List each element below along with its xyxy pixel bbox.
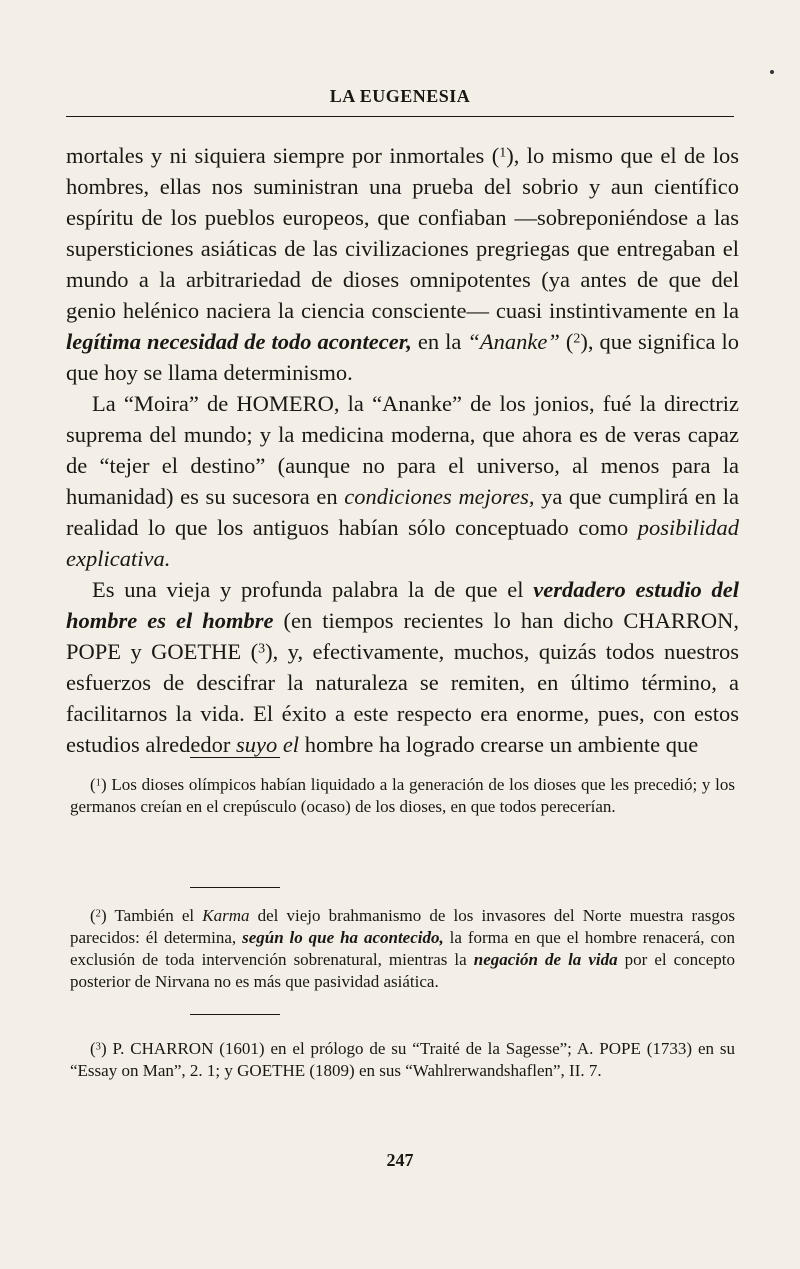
- corner-speck: [770, 70, 774, 74]
- footnote-rule: [190, 1014, 280, 1015]
- footnote-mark: 2: [95, 908, 101, 920]
- footnote-ref-1: 1: [499, 145, 507, 161]
- text-run: (: [559, 329, 574, 354]
- footnote-text: P. CHARRON (1601) en el prólogo de su “Traité de la Sagesse”; A. POPE (1733) en su “Essay on Man”, 2. 1; y GOETHE (1809) en sus “Wahlrerwandshaflen”, II. 7.: [70, 1039, 735, 1080]
- emphasis: condiciones mejores,: [344, 484, 535, 509]
- emphasis: negación de la vida: [473, 950, 618, 969]
- emphasis: según lo que ha acontecido,: [242, 928, 444, 947]
- footnote-rule: [190, 887, 280, 888]
- footnote-rule: [190, 757, 280, 758]
- emphasis: legítima necesidad de todo acontecer,: [66, 329, 412, 354]
- emphasis: “Ananke”: [467, 329, 560, 354]
- header-rule: [66, 116, 734, 117]
- text-run: ), lo mismo que el de los hombres, ellas nos suministran una prueba del sobrio y aun científico espíritu de los pueblos europeos, que confiaban —sobreponiéndose a las supersticiones asiáticas de las civilizaciones pregriegas que entregaban el mundo a la arbitrariedad de dioses omnipotentes (ya antes de que del genio helénico naciera la ciencia consciente— cuasi instintivamente en la: [66, 143, 739, 323]
- text-run: ), que significa lo que hoy se llama determinismo.: [66, 329, 739, 385]
- footnote-mark: 3: [95, 1041, 101, 1053]
- footnote-2: ($^2$) También el Karma del viejo brahmanismo de los invasores del Norte muestra rasgos parecidos: él determina, según lo que ha acontecido, la forma en que el hombre renacerá, con exclusión de toda intervención sobrenatural, mientras la negación de la vida por el concepto posterior de Nirvana no es más que pasividad asiática.: [70, 906, 735, 991]
- text-run: en la: [411, 329, 468, 354]
- footnote-text: la forma en que el hombre renacerá, con exclusión de toda intervención sobrenatural, mientras la: [70, 928, 735, 969]
- emphasis: Karma: [202, 906, 250, 925]
- emphasis: posibilidad explicativa.: [66, 515, 739, 571]
- footnote-ref-2: 2: [573, 331, 581, 347]
- footnote-ref-3: 3: [258, 641, 266, 657]
- running-title: LA EUGENESIA: [329, 86, 471, 106]
- text-run: Es una vieja y profunda palabra la de que el: [92, 577, 534, 602]
- paragraph-1: [66, 140, 739, 388]
- text-run: ya que cumplirá en la realidad lo que los antiguos habían sólo conceptuado como: [66, 484, 740, 540]
- footnote-3: ($^3$) P. CHARRON (1601) en el prólogo de su “Traité de la Sagesse”; A. POPE (1733) en su “Essay on Man”, 2. 1; y GOETHE (1809) en sus “Wahlrerwandshaflen”, II. 7.: [70, 1039, 735, 1080]
- paragraph-2: [66, 388, 739, 574]
- emphasis: verdadero estudio del hombre es el hombre: [66, 577, 739, 633]
- text-run: La “Moira” de HOMERO, la “Ananke” de los jonios, fué la directriz suprema del mundo; y la medicina moderna, que ahora es de veras capaz de “tejer el destino” (aunque no para el universo, al menos para la humanidad) es su sucesora en: [66, 391, 739, 509]
- text-run: ), y, efectivamente, muchos, quizás todos nuestros esfuerzos de descifrar la naturaleza se remiten, en último término, a facilitarnos la vida. El éxito a este respecto era enorme, pues, con estos estudios alrededor: [66, 639, 739, 757]
- text-run: hombre ha logrado crearse un ambiente que: [299, 732, 699, 757]
- main-text: [66, 140, 739, 760]
- footnote-mark: 1: [95, 777, 101, 789]
- page-number: 247: [386, 1150, 414, 1170]
- paragraph-3: [66, 574, 739, 760]
- footnote-text: Los dioses olímpicos habían liquidado a la generación de los dioses que les precedió; y los germanos creían en el crepúsculo (ocaso) de los dioses, en que todos perecerían.: [70, 775, 736, 816]
- footnote-text: También el: [114, 906, 203, 925]
- text-run: (en tiempos recientes lo han dicho CHARRON, POPE y GOETHE (: [66, 608, 739, 664]
- text-run: mortales y ni siquiera siempre por inmortales (: [66, 143, 500, 168]
- footnote-text: por el concepto posterior de Nirvana no es más que pasividad asiática.: [70, 950, 735, 991]
- emphasis: suyo el: [235, 732, 300, 757]
- footnote-1: ($^1$) Los dioses olímpicos habían liquidado a la generación de los dioses que les precedió; y los germanos creían en el crepúsculo (ocaso) de los dioses, en que todos perecerían.: [70, 775, 736, 816]
- footnote-text: del viejo brahmanismo de los invasores del Norte muestra rasgos parecidos: él determina,: [70, 906, 735, 947]
